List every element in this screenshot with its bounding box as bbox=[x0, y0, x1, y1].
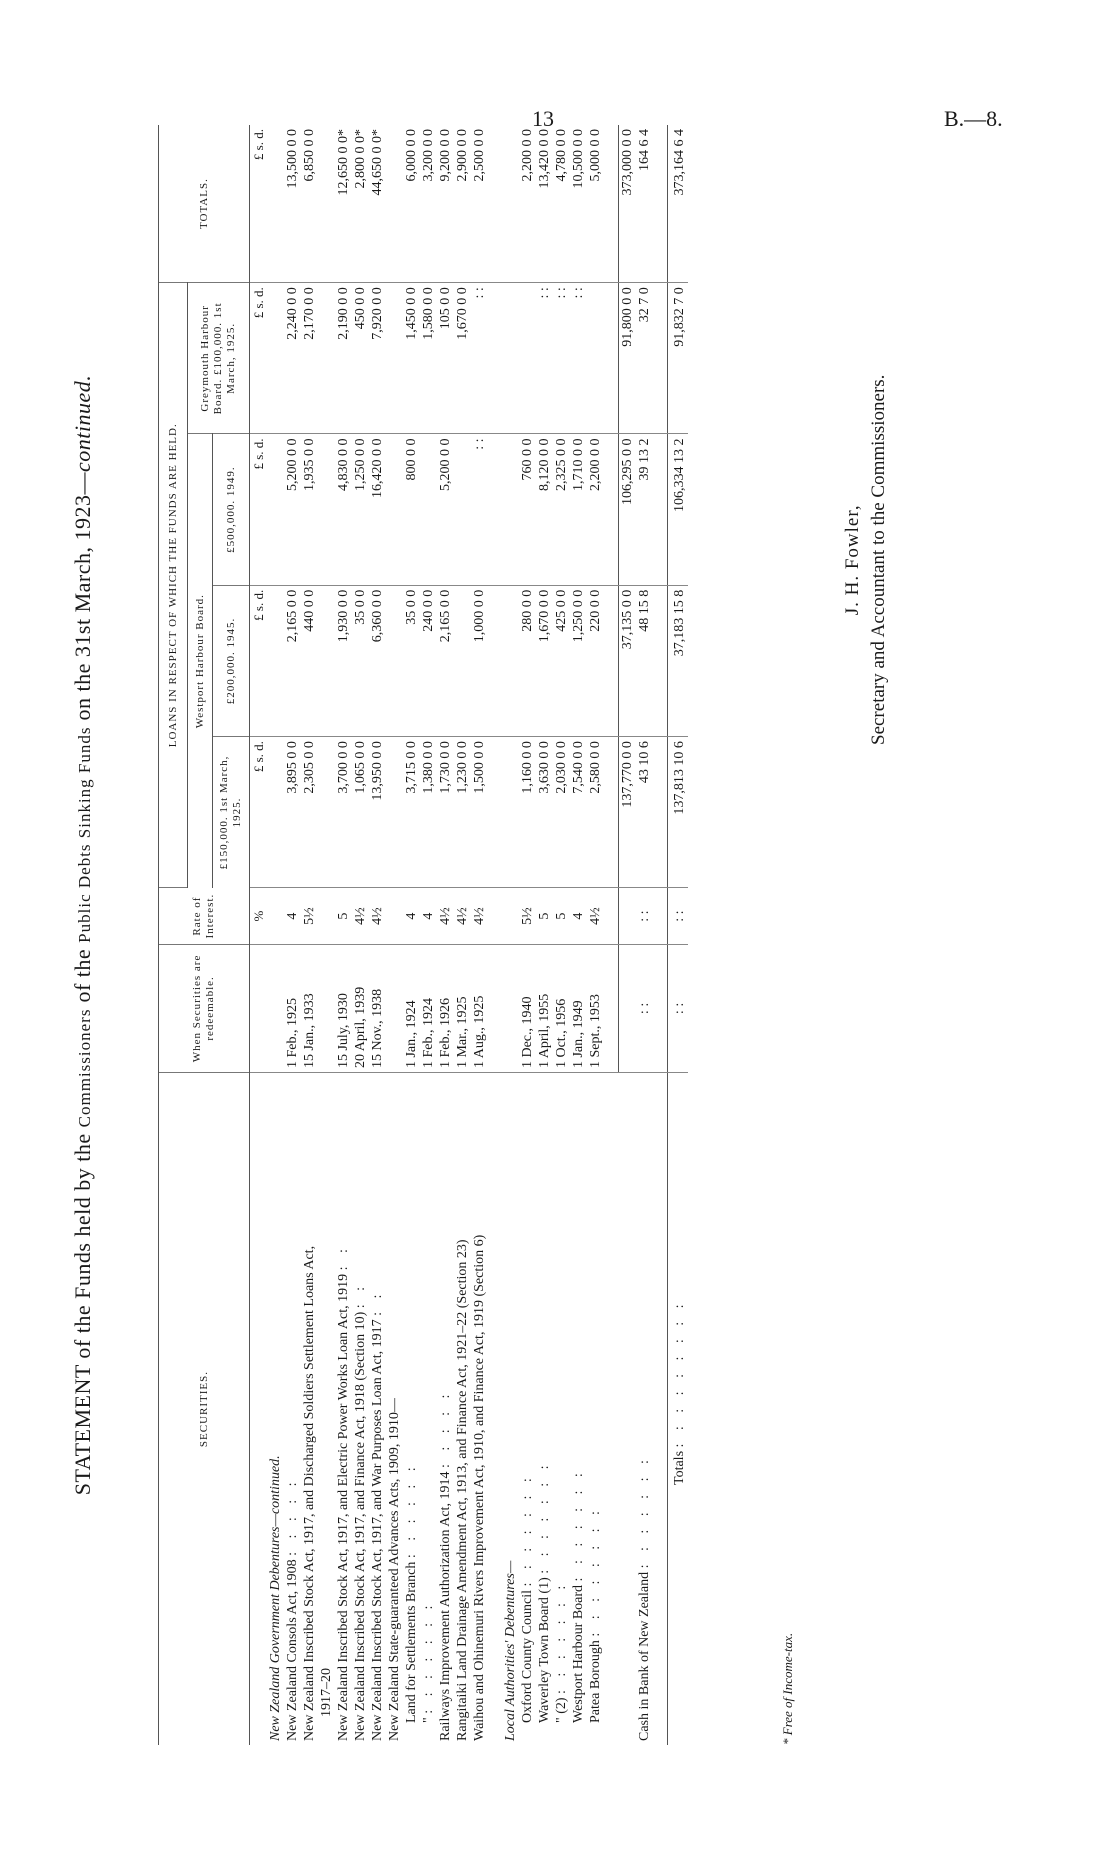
westport-200000-amount: 425 0 0 bbox=[553, 585, 570, 736]
redeemable-date: 1 Mar., 1925 bbox=[454, 944, 471, 1072]
security-name: Railways Improvement Authorization Act, 1914 bbox=[438, 1471, 453, 1741]
interest-rate bbox=[318, 888, 335, 944]
title-commissioners: Commissioners bbox=[75, 1008, 94, 1128]
westport-150000-amount: 1,730 0 0 bbox=[437, 737, 454, 888]
title-date: on the 31st March, 1923— bbox=[70, 472, 95, 721]
security-name: Oxford County Council bbox=[520, 1590, 535, 1723]
westport-150000-amount: 2,305 0 0 bbox=[301, 737, 318, 888]
cash-label: Cash in Bank of New Zealand bbox=[637, 1571, 652, 1741]
total-amount: 4,780 0 0 bbox=[553, 125, 570, 283]
interest-rate: 4½ bbox=[437, 888, 454, 944]
leader-dots: : : bbox=[353, 1281, 368, 1309]
westport-200000-amount: 1,250 0 0 bbox=[570, 585, 587, 736]
section-heading: New Zealand Government Debentures—continued. bbox=[268, 1455, 283, 1741]
greymouth-amount: 1,670 0 0 bbox=[454, 283, 471, 434]
totals-greymouth: 91,832 7 0 bbox=[668, 283, 689, 434]
cash-row bbox=[636, 125, 653, 1745]
westport-500000-amount bbox=[454, 434, 471, 585]
total-amount: 6,000 0 0 bbox=[403, 125, 420, 283]
westport-150000-amount: 2,030 0 0 bbox=[553, 737, 570, 888]
security-name: " (2) bbox=[554, 1697, 569, 1723]
title-continued: continued. bbox=[70, 374, 95, 473]
rotated-statement bbox=[70, 75, 1030, 1795]
redeemable-date: 1 Dec., 1940 bbox=[519, 944, 536, 1072]
title-mid: of the bbox=[70, 948, 95, 1003]
westport-500000-amount: 1,935 0 0 bbox=[301, 434, 318, 585]
westport-150000-amount: 7,540 0 0 bbox=[570, 737, 587, 888]
redeemable-date: 1 Sept., 1953 bbox=[587, 944, 604, 1072]
total-amount: 2,500 0 0 bbox=[471, 125, 488, 283]
totals-label: Totals bbox=[672, 1450, 687, 1485]
leader-dots: : : : : : : : bbox=[637, 1455, 652, 1569]
greymouth-amount: 105 0 0 bbox=[437, 283, 454, 434]
westport-200000-amount: 280 0 0 bbox=[519, 585, 536, 736]
interest-rate: 4 bbox=[420, 888, 437, 944]
section-heading: Local Authorities' Debentures— bbox=[503, 1560, 518, 1741]
footnote-income-tax: * Free of Income-tax. bbox=[780, 1632, 795, 1745]
westport-500000-amount bbox=[386, 434, 403, 585]
redeemable-date: 1 Feb., 1924 bbox=[420, 944, 437, 1072]
greymouth-amount: : : bbox=[570, 283, 587, 434]
totals-rate: : : bbox=[668, 888, 689, 944]
rate-unit: % bbox=[250, 888, 268, 944]
security-name: Westport Harbour Board bbox=[571, 1584, 586, 1723]
header-loans-group: LOANS IN RESPECT OF WHICH THE FUNDS ARE HELD. bbox=[159, 283, 188, 888]
security-name: New Zealand State-guaranteed Advances Acts, 1909, 1910— bbox=[387, 1398, 402, 1741]
header-rate: Rate of Interest. bbox=[159, 888, 250, 944]
table-row bbox=[335, 125, 352, 1745]
subtotal-greymouth: 91,800 0 0 bbox=[619, 283, 637, 434]
interest-rate bbox=[386, 888, 403, 944]
security-name: New Zealand Consols Act, 1908 bbox=[285, 1559, 300, 1741]
interest-rate: 4½ bbox=[369, 888, 386, 944]
total-amount: 2,800 0 0* bbox=[352, 125, 369, 283]
westport-150000-amount: 3,895 0 0 bbox=[284, 737, 301, 888]
leader-dots: : : : : : : : bbox=[537, 1460, 552, 1574]
interest-rate: 4½ bbox=[454, 888, 471, 944]
greymouth-amount: : : bbox=[536, 283, 553, 434]
redeemable-date bbox=[386, 944, 403, 1072]
greymouth-amount: 1,580 0 0 bbox=[420, 283, 437, 434]
westport-200000-amount: 35 0 0 bbox=[352, 585, 369, 736]
westport-200000-amount: 1,930 0 0 bbox=[335, 585, 352, 736]
leader-dots: : : bbox=[336, 1244, 351, 1271]
westport-500000-amount bbox=[318, 434, 335, 585]
leader-dots: : : : : : : : : bbox=[588, 1506, 603, 1637]
header-westport-150000: £150,000. 1st March, 1925. bbox=[213, 737, 250, 888]
section-heading-row bbox=[502, 125, 519, 1745]
redeemable-date: 1 Feb., 1925 bbox=[284, 944, 301, 1072]
westport-500000-amount: : : bbox=[471, 434, 488, 585]
table-row bbox=[519, 125, 536, 1745]
document-reference: B.—8. bbox=[944, 106, 1003, 131]
westport-200000-amount: 440 0 0 bbox=[301, 585, 318, 736]
totals-date: : : bbox=[668, 944, 689, 1072]
security-name: 1917–20 bbox=[319, 1668, 334, 1717]
signatory-role: Secretary and Accountant to the Commissioners. bbox=[868, 374, 889, 745]
subtotal-westport-500000: 106,295 0 0 bbox=[619, 434, 637, 585]
table-row bbox=[352, 125, 369, 1745]
redeemable-date: 20 April, 1939 bbox=[352, 944, 369, 1072]
westport-200000-amount: 2,165 0 0 bbox=[284, 585, 301, 736]
cash-total: 164 6 4 bbox=[636, 125, 653, 283]
interest-rate: 4½ bbox=[352, 888, 369, 944]
westport-150000-amount bbox=[318, 737, 335, 888]
westport-150000-amount: 3,630 0 0 bbox=[536, 737, 553, 888]
header-westport-200000: £200,000. 1945. bbox=[213, 585, 250, 736]
totals-westport-500000: 106,334 13 2 bbox=[668, 434, 689, 585]
table-row bbox=[471, 125, 488, 1745]
statement-title bbox=[70, 75, 96, 1795]
money-unit: £ s. d. bbox=[250, 283, 268, 434]
westport-200000-amount: 35 0 0 bbox=[403, 585, 420, 736]
westport-500000-amount: 1,250 0 0 bbox=[352, 434, 369, 585]
security-name: Land for Settlements Branch bbox=[404, 1561, 419, 1723]
header-westport-board: Westport Harbour Board. bbox=[188, 434, 213, 888]
redeemable-date: 15 Jan., 1933 bbox=[301, 944, 318, 1072]
interest-rate: 5½ bbox=[519, 888, 536, 944]
table-row bbox=[301, 125, 318, 1745]
header-when-redeemable: When Securities are redeemable. bbox=[159, 944, 250, 1072]
redeemable-date: 15 July, 1930 bbox=[335, 944, 352, 1072]
westport-500000-amount: 16,420 0 0 bbox=[369, 434, 386, 585]
greymouth-amount bbox=[318, 283, 335, 434]
redeemable-date: 1 Feb., 1926 bbox=[437, 944, 454, 1072]
local-authority-rows bbox=[519, 125, 604, 1745]
westport-200000-amount bbox=[454, 585, 471, 736]
westport-200000-amount bbox=[386, 585, 403, 736]
security-name: Rangitaiki Land Drainage Amendment Act, 1913, and Finance Act, 1921–22 (Section 23) bbox=[455, 1239, 470, 1741]
greymouth-amount: 2,190 0 0 bbox=[335, 283, 352, 434]
security-name: New Zealand Inscribed Stock Act, 1917, and Discharged Soldiers Settlement Loans Act, bbox=[302, 1245, 317, 1741]
totals-westport-150000: 137,813 10 6 bbox=[668, 737, 689, 888]
leader-dots: : : bbox=[370, 1289, 385, 1316]
westport-500000-amount: 760 0 0 bbox=[519, 434, 536, 585]
security-name: Waihou and Ohinemuri Rivers Improvement Act, 1910, and Finance Act, 1919 (Section 6) bbox=[472, 1234, 487, 1741]
security-name: " bbox=[421, 1717, 436, 1723]
redeemable-date: 1 April, 1955 bbox=[536, 944, 553, 1072]
westport-150000-amount: 3,700 0 0 bbox=[335, 737, 352, 888]
total-amount: 5,000 0 0 bbox=[587, 125, 604, 283]
leader-dots: : : : : : : : bbox=[520, 1473, 535, 1587]
totals-row bbox=[668, 125, 689, 1745]
redeemable-date: 1 Jan., 1949 bbox=[570, 944, 587, 1072]
leader-dots: : : : : : : : bbox=[554, 1580, 569, 1694]
table-row bbox=[318, 125, 335, 1745]
westport-150000-amount bbox=[386, 737, 403, 888]
table-row bbox=[284, 125, 301, 1745]
westport-150000-amount: 13,950 0 0 bbox=[369, 737, 386, 888]
westport-200000-amount: 240 0 0 bbox=[420, 585, 437, 736]
greymouth-amount: 2,240 0 0 bbox=[284, 283, 301, 434]
nz-government-rows bbox=[284, 125, 488, 1745]
interest-rate: 4½ bbox=[471, 888, 488, 944]
security-name: New Zealand Inscribed Stock Act, 1917, and War Purposes Loan Act, 1917 bbox=[370, 1319, 385, 1741]
westport-200000-amount: 1,670 0 0 bbox=[536, 585, 553, 736]
interest-rate: 5 bbox=[536, 888, 553, 944]
westport-200000-amount: 1,000 0 0 bbox=[471, 585, 488, 736]
westport-200000-amount: 2,165 0 0 bbox=[437, 585, 454, 736]
westport-200000-amount: 6,360 0 0 bbox=[369, 585, 386, 736]
total-amount: 9,200 0 0 bbox=[437, 125, 454, 283]
redeemable-date: 1 Oct., 1956 bbox=[553, 944, 570, 1072]
leader-dots: : : : : : : bbox=[404, 1462, 419, 1559]
leader-dots: : : : : : : : : : bbox=[672, 1299, 687, 1448]
page-number: 13 bbox=[532, 106, 554, 131]
total-amount: 13,420 0 0 bbox=[536, 125, 553, 283]
westport-150000-amount: 3,715 0 0 bbox=[403, 737, 420, 888]
header-totals: TOTALS. bbox=[159, 125, 250, 283]
cash-rate: : : bbox=[636, 888, 653, 944]
table-row bbox=[587, 125, 604, 1745]
subtotal-westport-200000: 37,135 0 0 bbox=[619, 585, 637, 736]
interest-rate: 4½ bbox=[587, 888, 604, 944]
table-row bbox=[553, 125, 570, 1745]
table-row bbox=[437, 125, 454, 1745]
interest-rate: 4 bbox=[570, 888, 587, 944]
westport-500000-amount bbox=[420, 434, 437, 585]
greymouth-amount bbox=[386, 283, 403, 434]
table-row bbox=[420, 125, 437, 1745]
redeemable-date bbox=[318, 944, 335, 1072]
redeemable-date: 1 Aug., 1925 bbox=[471, 944, 488, 1072]
table-row bbox=[536, 125, 553, 1745]
westport-500000-amount: 8,120 0 0 bbox=[536, 434, 553, 585]
header-westport-500000: £500,000. 1949. bbox=[213, 434, 250, 585]
subtotal-westport-150000: 137,770 0 0 bbox=[619, 737, 637, 888]
total-amount: 2,200 0 0 bbox=[519, 125, 536, 283]
leader-dots: : : : : : bbox=[438, 1389, 453, 1469]
table-row bbox=[454, 125, 471, 1745]
greymouth-amount: 1,450 0 0 bbox=[403, 283, 420, 434]
title-lead: STATEMENT of the Funds held by the bbox=[70, 1133, 95, 1496]
header-greymouth: Greymouth Harbour Board. £100,000. 1st March, 1925. bbox=[188, 283, 250, 434]
total-amount bbox=[386, 125, 403, 283]
signature-block bbox=[840, 375, 892, 745]
westport-500000-amount: 2,325 0 0 bbox=[553, 434, 570, 585]
money-unit: £ s. d. bbox=[250, 737, 268, 888]
redeemable-date: 1 Jan., 1924 bbox=[403, 944, 420, 1072]
money-unit: £ s. d. bbox=[250, 585, 268, 736]
interest-rate: 5½ bbox=[301, 888, 318, 944]
subtotal-total: 373,000 0 0 bbox=[619, 125, 637, 283]
leader-dots: : : : : : : : bbox=[421, 1600, 436, 1714]
total-amount: 12,650 0 0* bbox=[335, 125, 352, 283]
westport-500000-amount: 5,200 0 0 bbox=[284, 434, 301, 585]
table-row bbox=[570, 125, 587, 1745]
westport-150000-amount: 1,160 0 0 bbox=[519, 737, 536, 888]
westport-500000-amount: 4,830 0 0 bbox=[335, 434, 352, 585]
subtotal-row bbox=[619, 125, 637, 1745]
westport-150000-amount: 1,500 0 0 bbox=[471, 737, 488, 888]
total-amount: 13,500 0 0 bbox=[284, 125, 301, 283]
total-amount bbox=[318, 125, 335, 283]
greymouth-amount: 450 0 0 bbox=[352, 283, 369, 434]
greymouth-amount: 2,170 0 0 bbox=[301, 283, 318, 434]
header-securities: SECURITIES. bbox=[159, 1073, 250, 1745]
westport-500000-amount: 1,710 0 0 bbox=[570, 434, 587, 585]
cash-westport-500000: 39 13 2 bbox=[636, 434, 653, 585]
greymouth-amount: 7,920 0 0 bbox=[369, 283, 386, 434]
total-amount: 2,900 0 0 bbox=[454, 125, 471, 283]
total-amount: 10,500 0 0 bbox=[570, 125, 587, 283]
totals-westport-200000: 37,183 15 8 bbox=[668, 585, 689, 736]
title-sinking-funds: Public Debts Sinking Funds bbox=[75, 726, 94, 943]
westport-500000-amount: 5,200 0 0 bbox=[437, 434, 454, 585]
security-name: Waverley Town Board (1) bbox=[537, 1577, 552, 1723]
security-name: New Zealand Inscribed Stock Act, 1917, and Finance Act, 1918 (Section 10) bbox=[353, 1311, 368, 1741]
total-amount: 6,850 0 0 bbox=[301, 125, 318, 283]
leader-dots: : : : : : bbox=[285, 1477, 300, 1556]
money-unit: £ s. d. bbox=[250, 434, 268, 585]
westport-150000-amount: 1,230 0 0 bbox=[454, 737, 471, 888]
total-amount: 3,200 0 0 bbox=[420, 125, 437, 283]
security-name: Patea Borough bbox=[588, 1640, 603, 1723]
security-name: New Zealand Inscribed Stock Act, 1917, and Electric Power Works Loan Act, 1919 bbox=[336, 1273, 351, 1741]
greymouth-amount: : : bbox=[553, 283, 570, 434]
cash-westport-200000: 48 15 8 bbox=[636, 585, 653, 736]
westport-150000-amount: 2,580 0 0 bbox=[587, 737, 604, 888]
interest-rate: 5 bbox=[553, 888, 570, 944]
interest-rate: 4 bbox=[403, 888, 420, 944]
westport-200000-amount bbox=[318, 585, 335, 736]
cash-westport-150000: 43 10 6 bbox=[636, 737, 653, 888]
westport-150000-amount: 1,380 0 0 bbox=[420, 737, 437, 888]
redeemable-date: 15 Nov., 1938 bbox=[369, 944, 386, 1072]
signatory-name: J. H. Fowler, bbox=[842, 504, 863, 616]
sinking-funds-table bbox=[158, 125, 688, 1745]
money-unit: £ s. d. bbox=[250, 125, 268, 283]
cash-date: : : bbox=[636, 944, 653, 1072]
westport-150000-amount: 1,065 0 0 bbox=[352, 737, 369, 888]
section-heading-row bbox=[267, 125, 284, 1745]
table-row bbox=[386, 125, 403, 1745]
cash-greymouth: 32 7 0 bbox=[636, 283, 653, 434]
leader-dots: : : : : : : : bbox=[571, 1468, 586, 1582]
totals-total: 373,164 6 4 bbox=[668, 125, 689, 283]
greymouth-amount: : : bbox=[471, 283, 488, 434]
total-amount: 44,650 0 0* bbox=[369, 125, 386, 283]
units-row bbox=[250, 125, 268, 1745]
table-row bbox=[369, 125, 386, 1745]
westport-200000-amount: 220 0 0 bbox=[587, 585, 604, 736]
westport-500000-amount: 800 0 0 bbox=[403, 434, 420, 585]
greymouth-amount bbox=[587, 283, 604, 434]
interest-rate: 4 bbox=[284, 888, 301, 944]
table-row bbox=[403, 125, 420, 1745]
westport-500000-amount: 2,200 0 0 bbox=[587, 434, 604, 585]
greymouth-amount bbox=[519, 283, 536, 434]
interest-rate: 5 bbox=[335, 888, 352, 944]
